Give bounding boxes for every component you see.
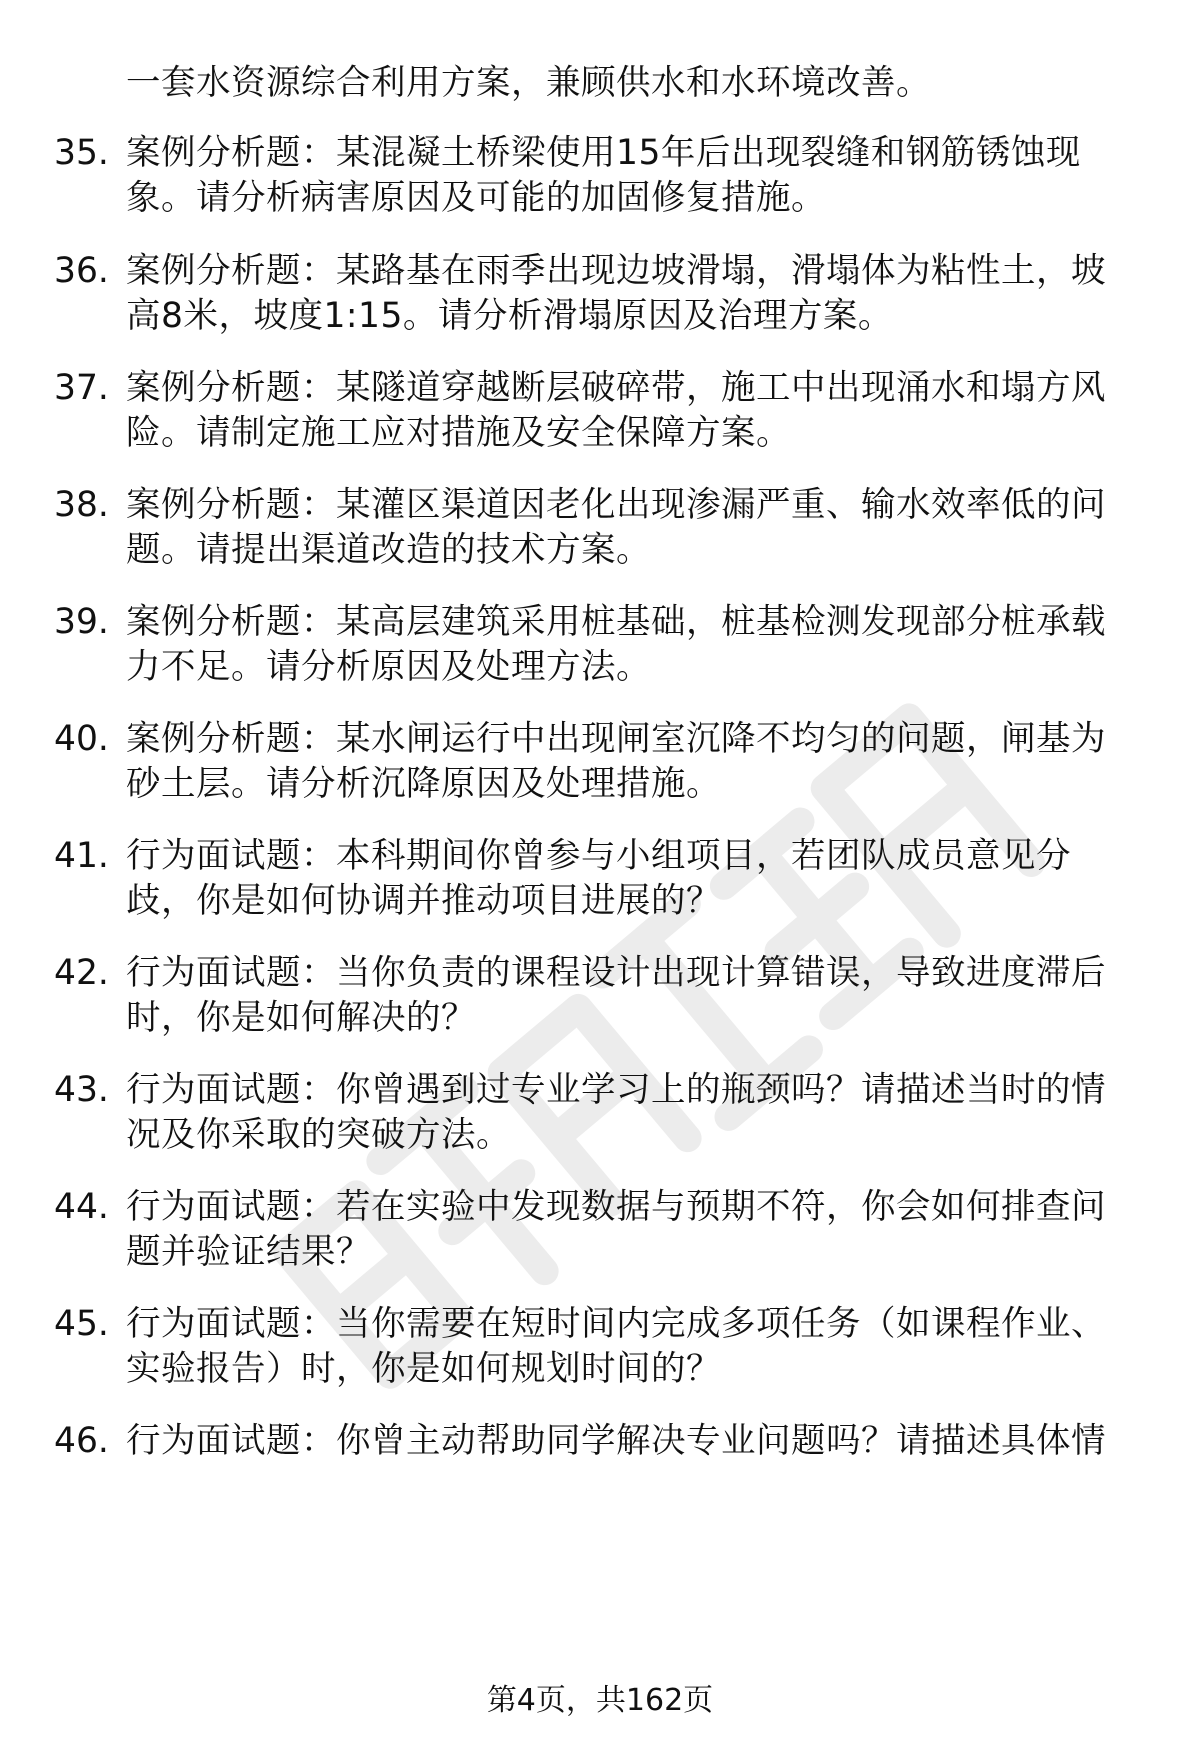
question-number: 37. bbox=[54, 368, 109, 408]
question-text-line2: 时，你是如何解决的？ bbox=[126, 998, 476, 1038]
question-number: 38. bbox=[54, 485, 109, 525]
question-text-line2: 实验报告）时，你是如何规划时间的？ bbox=[126, 1349, 721, 1389]
question-text-line2: 题并验证结果？ bbox=[126, 1232, 371, 1272]
question-text-line1: 行为面试题：你曾遇到过专业学习上的瓶颈吗？请描述当时的情 bbox=[126, 1070, 1106, 1110]
question-text-line2: 力不足。请分析原因及处理方法。 bbox=[126, 647, 651, 687]
question-text-line1: 行为面试题：本科期间你曾参与小组项目，若团队成员意见分 bbox=[126, 836, 1071, 876]
question-text-line2: 砂土层。请分析沉降原因及处理措施。 bbox=[126, 764, 721, 804]
question-text-line1: 案例分析题：某灌区渠道因老化出现渗漏严重、输水效率低的问 bbox=[126, 485, 1106, 525]
question-number: 46. bbox=[54, 1421, 109, 1461]
question-text-line1: 案例分析题：某路基在雨季出现边坡滑塌，滑塌体为粘性土，坡 bbox=[126, 251, 1106, 291]
page-footer: 第4页，共162页 bbox=[486, 1683, 714, 1718]
question-number: 40. bbox=[54, 719, 109, 759]
question-text-line2: 险。请制定施工应对措施及安全保障方案。 bbox=[126, 413, 791, 453]
question-text-line1: 案例分析题：某隧道穿越断层破碎带，施工中出现涌水和塌方风 bbox=[126, 368, 1106, 408]
question-text-line1: 行为面试题：你曾主动帮助同学解决专业问题吗？请描述具体情 bbox=[126, 1421, 1106, 1461]
question-text-line1: 行为面试题：若在实验中发现数据与预期不符，你会如何排查问 bbox=[126, 1187, 1106, 1227]
intro-tail-text: 一套水资源综合利用方案，兼顾供水和水环境改善。 bbox=[126, 63, 931, 103]
question-text-line1: 行为面试题：当你负责的课程设计出现计算错误，导致进度滞后 bbox=[126, 953, 1106, 993]
question-text-line2: 象。请分析病害原因及可能的加固修复措施。 bbox=[126, 178, 826, 218]
question-text-line2: 况及你采取的突破方法。 bbox=[126, 1115, 511, 1155]
question-text-line1: 行为面试题：当你需要在短时间内完成多项任务（如课程作业、 bbox=[126, 1304, 1106, 1344]
question-number: 39. bbox=[54, 602, 109, 642]
question-text-line1: 案例分析题：某高层建筑采用桩基础，桩基检测发现部分桩承载 bbox=[126, 602, 1106, 642]
question-number: 36. bbox=[54, 251, 109, 291]
question-number: 35. bbox=[54, 133, 109, 173]
question-number: 44. bbox=[54, 1187, 109, 1227]
question-number: 43. bbox=[54, 1070, 109, 1110]
question-number: 41. bbox=[54, 836, 109, 876]
question-text-line2: 歧，你是如何协调并推动项目进展的？ bbox=[126, 881, 721, 921]
question-text-line1: 案例分析题：某水闸运行中出现闸室沉降不均匀的问题，闸基为 bbox=[126, 719, 1106, 759]
question-text-line2: 题。请提出渠道改造的技术方案。 bbox=[126, 530, 651, 570]
question-text-line2: 高8米，坡度1:15。请分析滑塌原因及治理方案。 bbox=[126, 296, 893, 336]
question-text-line1: 案例分析题：某混凝土桥梁使用15年后出现裂缝和钢筋锈蚀现 bbox=[126, 133, 1081, 173]
question-number: 42. bbox=[54, 953, 109, 993]
question-number: 45. bbox=[54, 1304, 109, 1344]
